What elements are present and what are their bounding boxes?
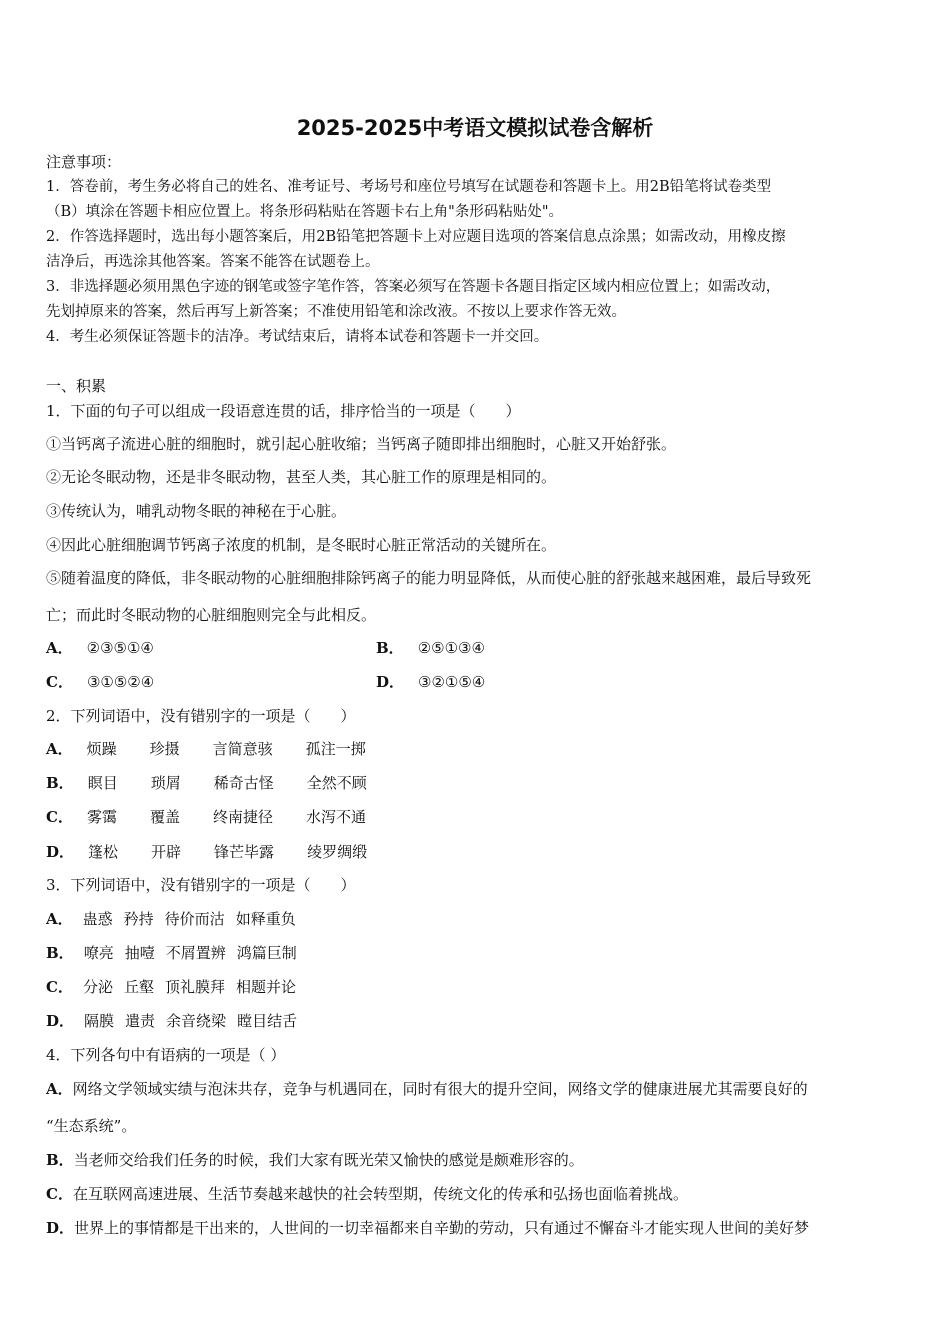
option-a: [46, 638, 154, 658]
word: 相题并论: [236, 978, 297, 996]
notice-line: 洁净后，再选涂其他答案。答案不能答在试题卷上。: [46, 254, 380, 270]
word: 抽噎: [124, 944, 155, 962]
word: 开辟: [151, 843, 182, 861]
option-letter: D．: [46, 1012, 75, 1030]
word: 遣责: [125, 1012, 156, 1030]
notice-line: 2．作答选择题时，选出每小题答案后，用2B铅笔把答题卡上对应题目选项的答案信息点涂黑；如需改动，用橡皮擦: [46, 229, 786, 245]
word: 孤注一掷: [305, 740, 366, 758]
option-letter: B．: [46, 944, 74, 962]
word: 蛊惑: [82, 910, 113, 928]
option-letter: C．: [46, 808, 73, 826]
word: 丘壑: [123, 978, 154, 996]
option-c: [46, 672, 154, 692]
option-c: [46, 807, 385, 827]
section-heading: 一、积累: [46, 377, 107, 395]
question-stem: 1．下面的句子可以组成一段语意连贯的话，排序恰当的一项是（ ）: [46, 402, 521, 420]
word: 待价而沽: [164, 910, 225, 928]
word: 终南捷径: [212, 808, 273, 826]
notice-line: 3．非选择题必须用黑色字迹的钢笔或签字笔作答，答案必须写在答题卡各题目指定区域内相应位置上；如需改动，: [46, 279, 781, 295]
word: 嘹亮: [83, 944, 114, 962]
option-a: [46, 909, 297, 929]
notice-line: 4．考生必须保证答题卡的洁净。考试结束后，请将本试卷和答题卡一并交回。: [46, 329, 549, 345]
notice-line: 先划掉原来的答案，然后再写上新答案；不准使用铅笔和涂改液。不按以上要求作答无效。: [46, 304, 626, 320]
option-letter: B．: [46, 774, 74, 792]
word: 不屑置辨: [165, 944, 226, 962]
option-letter: D．: [46, 843, 75, 861]
word: 矜持: [123, 910, 154, 928]
notice-heading: 注意事项：: [46, 153, 122, 171]
option-text: 网络文学领域实绩与泡沫共存，竞争与机遇同在，同时有很大的提升空间，网络文学的健康进展尤其需要良好的: [72, 1080, 808, 1098]
option-letter: C．: [46, 673, 73, 691]
option-letter: A．: [46, 639, 73, 657]
word: 珍摄: [149, 740, 180, 758]
option-text: ②③⑤①④: [86, 639, 154, 657]
option-text: 世界上的事情都是干出来的，人世间的一切幸福都来自辛勤的劳动，只有通过不懈奋斗才能实现人世间的美好梦: [74, 1219, 810, 1237]
option-b: [46, 1150, 584, 1170]
word: 全然不顾: [306, 774, 367, 792]
word: 余音绕梁: [166, 1012, 227, 1030]
option-letter: A．: [46, 740, 73, 758]
word: 烦躁: [86, 740, 117, 758]
option-a: [46, 739, 385, 759]
option-letter: D．: [46, 1219, 75, 1237]
option-letter: A．: [46, 910, 73, 928]
option-letter: B．: [376, 639, 404, 657]
sentence: ③传统认为，哺乳动物冬眠的神秘在于心脏。: [46, 502, 347, 520]
sentence: ④因此心脏细胞调节钙离子浓度的机制，是冬眠时心脏正常活动的关键所在。: [46, 536, 557, 554]
option-b: [376, 638, 485, 658]
option-letter: A．: [46, 1080, 73, 1098]
word: 顶礼膜拜: [164, 978, 225, 996]
word: 锋芒毕露: [214, 843, 275, 861]
word: 雾霭: [86, 808, 117, 826]
question-stem: 3．下列词语中，没有错别字的一项是（ ）: [46, 876, 356, 894]
sentence: ②无论冬眠动物，还是非冬眠动物，甚至人类，其心脏工作的原理是相同的。: [46, 468, 557, 486]
option-letter: C．: [46, 1185, 73, 1203]
notice-line: （B）填涂在答题卡相应位置上。将条形码粘贴在答题卡右上角"条形码粘贴处"。: [46, 204, 563, 220]
option-d: [376, 672, 485, 692]
sentence: ①当钙离子流进心脏的细胞时，就引起心脏收缩；当钙离子随即排出细胞时，心脏又开始舒张。: [46, 435, 677, 453]
question-stem: 4．下列各句中有语病的一项是（ ）: [46, 1046, 286, 1064]
option-c: [46, 977, 297, 997]
option-letter: D．: [376, 673, 405, 691]
sentence: ⑤随着温度的降低，非冬眠动物的心脏细胞排除钙离子的能力明显降低，从而使心脏的舒张越来越困难，最后导致死: [46, 569, 812, 587]
option-letter: B．: [46, 1151, 74, 1169]
option-b: [46, 943, 298, 963]
option-text: ②⑤①③④: [417, 639, 485, 657]
question-stem: 2．下列词语中，没有错别字的一项是（ ）: [46, 707, 356, 725]
sentence: 亡；而此时冬眠动物的心脏细胞则完全与此相反。: [46, 606, 377, 624]
word: 琐屑: [150, 774, 181, 792]
option-letter: C．: [46, 978, 73, 996]
option-text: 在互联网高速进展、生活节奏越来越快的社会转型期，传统文化的传承和弘扬也面临着挑战。: [72, 1185, 688, 1203]
option-d: [46, 842, 386, 862]
notice-line: 1．答卷前，考生务必将自己的姓名、准考证号、考场号和座位号填写在试题卷和答题卡上。用2B铅笔将试卷类型: [46, 179, 772, 195]
word: 篷松: [88, 843, 119, 861]
word: 言简意骇: [212, 740, 273, 758]
page-title: 2025-2025中考语文模拟试卷含解析: [296, 116, 654, 140]
option-c: [46, 1184, 688, 1204]
word: 水泻不通: [306, 808, 367, 826]
option-a-continued: “生态系统”。: [46, 1117, 137, 1135]
option-d: [46, 1011, 298, 1031]
word: 隔膜: [84, 1012, 115, 1030]
word: 瞠目结舌: [237, 1012, 298, 1030]
option-b: [46, 773, 386, 793]
word: 鸿篇巨制: [236, 944, 297, 962]
word: 覆盖: [149, 808, 180, 826]
option-text: ③①⑤②④: [86, 673, 155, 691]
option-text: 当老师交给我们任务的时候，我们大家有既光荣又愉快的感觉是颇难形容的。: [73, 1151, 584, 1169]
word: 瞑目: [87, 774, 118, 792]
word: 分泌: [82, 978, 113, 996]
option-d: [46, 1218, 809, 1238]
option-a: [46, 1079, 808, 1099]
word: 稀奇古怪: [213, 774, 274, 792]
word: 绫罗绸缎: [307, 843, 368, 861]
word: 如释重负: [235, 910, 296, 928]
option-text: ③②①⑤④: [418, 673, 486, 691]
